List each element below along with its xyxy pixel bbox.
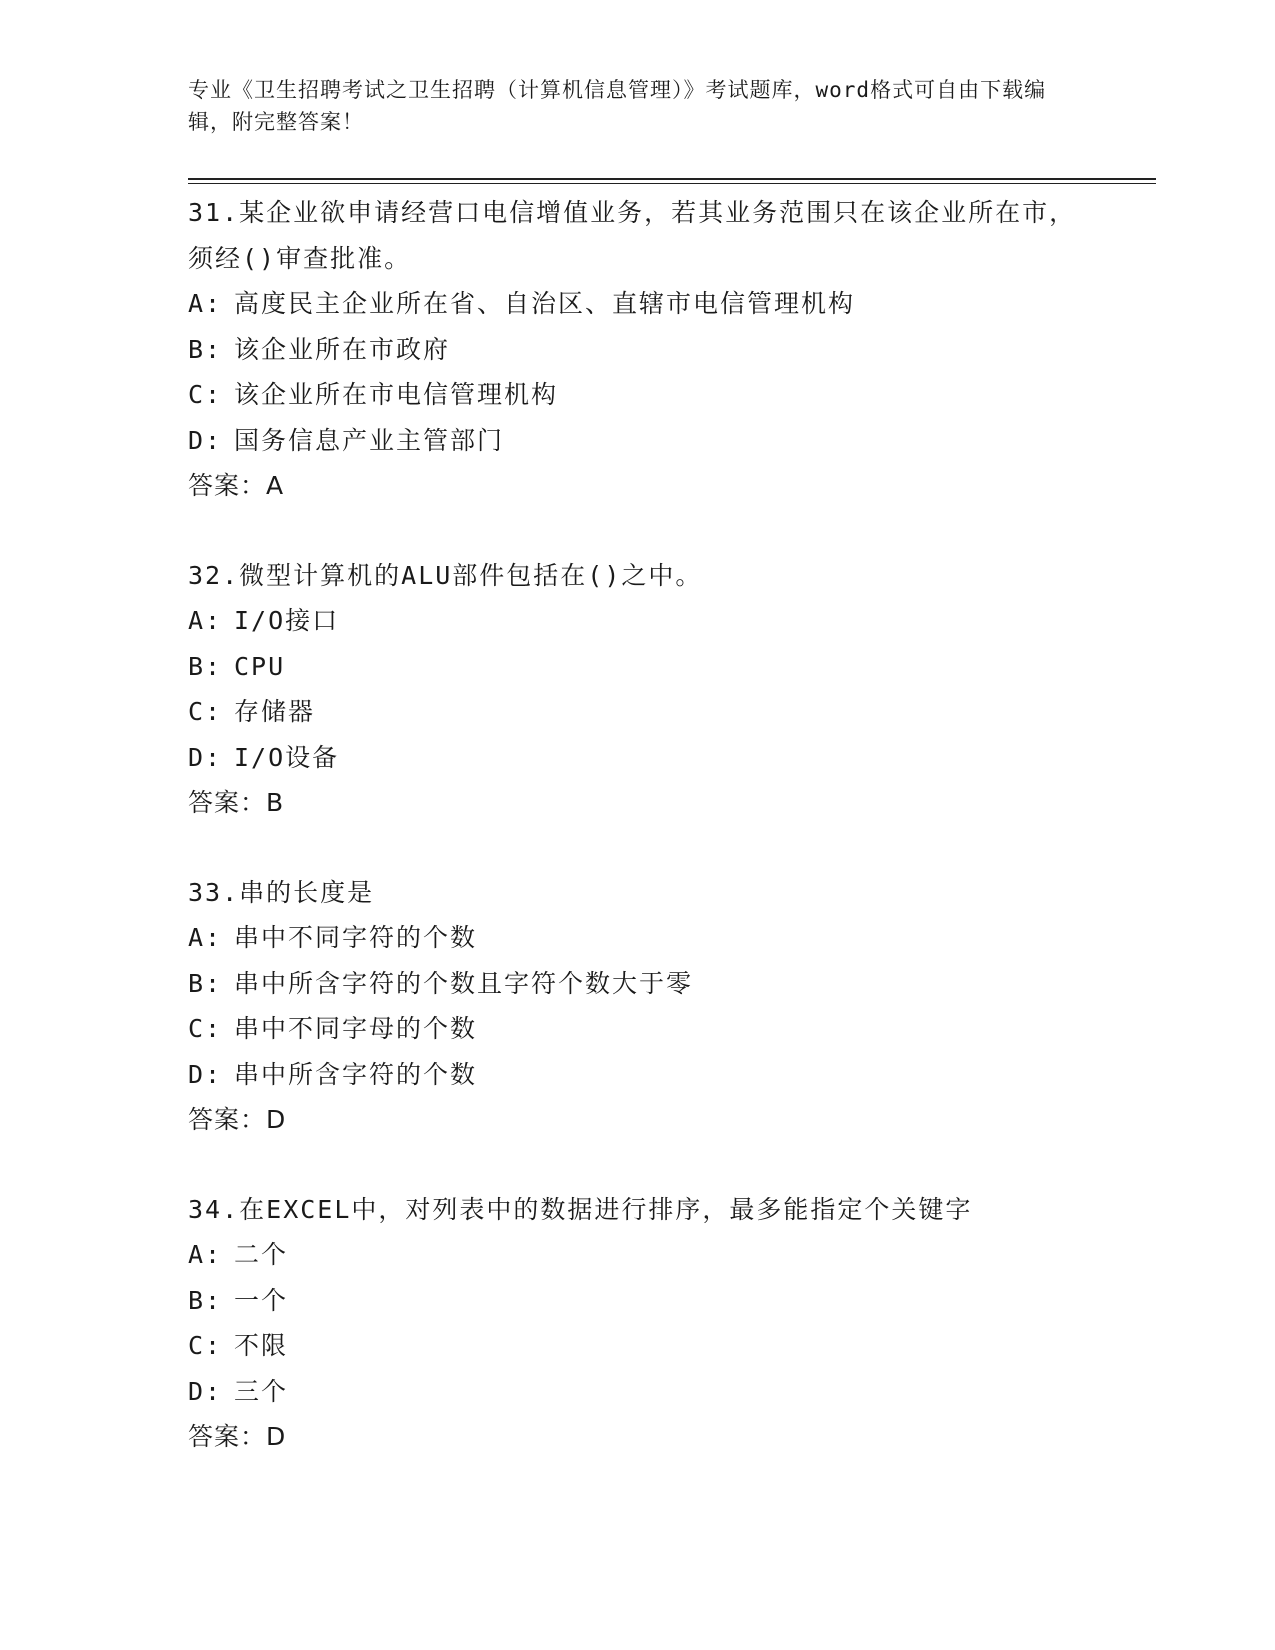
option-b: [188, 327, 1088, 373]
question-31: [188, 190, 1088, 509]
option-b: [188, 961, 1088, 1007]
option-a: [188, 281, 1088, 327]
header-divider-thick: [188, 178, 1156, 180]
option-text: CPU: [234, 651, 286, 681]
option-key: B:: [188, 968, 223, 998]
answer-line: [188, 1414, 1088, 1460]
option-c: [188, 1006, 1088, 1052]
option-b: [188, 644, 1088, 690]
answer-value: B: [266, 788, 285, 817]
answer-value: A: [266, 471, 285, 500]
question-34: [188, 1187, 1088, 1460]
option-key: C:: [188, 697, 223, 726]
option-a: [188, 1232, 1088, 1278]
answer-label: 答案：: [188, 788, 267, 817]
answer-label: 答案：: [188, 1105, 267, 1134]
option-text: 不限: [234, 1331, 289, 1360]
option-text: 国务信息产业主管部门: [234, 425, 505, 455]
option-text: 串中所含字符的个数: [234, 1059, 478, 1089]
option-key: B:: [188, 1285, 223, 1315]
option-text: 一个: [234, 1285, 289, 1315]
option-d: [188, 1052, 1088, 1098]
question-33: [188, 870, 1088, 1143]
answer-label: 答案：: [188, 471, 267, 500]
question-stem: 31.某企业欲申请经营口电信增值业务，若其业务范围只在该企业所在市，须经()审查批准。: [188, 198, 1077, 273]
header-divider-thin: [188, 183, 1156, 184]
option-key: D:: [188, 1376, 223, 1406]
option-text: I/O设备: [234, 742, 340, 772]
question-32: [188, 553, 1088, 826]
option-text: 二个: [234, 1240, 289, 1269]
answer-value: D: [266, 1105, 287, 1134]
option-c: [188, 372, 1088, 418]
option-text: 该企业所在市电信管理机构: [234, 380, 559, 409]
option-key: C:: [188, 1014, 223, 1043]
option-key: D:: [188, 742, 223, 772]
option-text: 三个: [234, 1376, 289, 1406]
option-text: 串中不同字母的个数: [234, 1014, 478, 1043]
option-key: B:: [188, 651, 223, 681]
option-text: 该企业所在市政府: [234, 334, 451, 364]
answer-value: D: [266, 1422, 287, 1451]
answer-label: 答案：: [188, 1422, 267, 1451]
answer-line: [188, 780, 1088, 826]
option-text: 存储器: [234, 697, 316, 726]
option-a: [188, 598, 1088, 644]
option-key: D:: [188, 425, 223, 455]
answer-line: [188, 1097, 1088, 1143]
document-header: 专业《卫生招聘考试之卫生招聘（计算机信息管理）》考试题库，word格式可自由下载编辑，附完整答案！: [188, 78, 1047, 134]
question-stem: 34.在EXCEL中，对列表中的数据进行排序，最多能指定个关键字: [188, 1194, 973, 1224]
option-key: D:: [188, 1059, 223, 1089]
option-text: 高度民主企业所在省、自治区、直辖市电信管理机构: [234, 289, 856, 318]
option-text: I/O接口: [234, 606, 340, 635]
option-b: [188, 1278, 1088, 1324]
option-key: C:: [188, 1331, 223, 1360]
option-c: [188, 1323, 1088, 1369]
question-stem: 33.串的长度是: [188, 877, 375, 907]
option-d: [188, 735, 1088, 781]
option-key: A:: [188, 1240, 223, 1269]
option-key: A:: [188, 923, 223, 952]
question-stem: 32.微型计算机的ALU部件包括在()之中。: [188, 560, 703, 590]
option-d: [188, 1369, 1088, 1415]
option-key: C:: [188, 380, 223, 409]
option-text: 串中不同字符的个数: [234, 923, 478, 952]
option-c: [188, 689, 1088, 735]
option-key: B:: [188, 334, 223, 364]
option-key: A:: [188, 289, 223, 318]
option-text: 串中所含字符的个数且字符个数大于零: [234, 968, 694, 998]
option-a: [188, 915, 1088, 961]
answer-line: [188, 463, 1088, 509]
question-list: [188, 190, 1088, 1504]
option-key: A:: [188, 606, 223, 635]
option-d: [188, 418, 1088, 464]
